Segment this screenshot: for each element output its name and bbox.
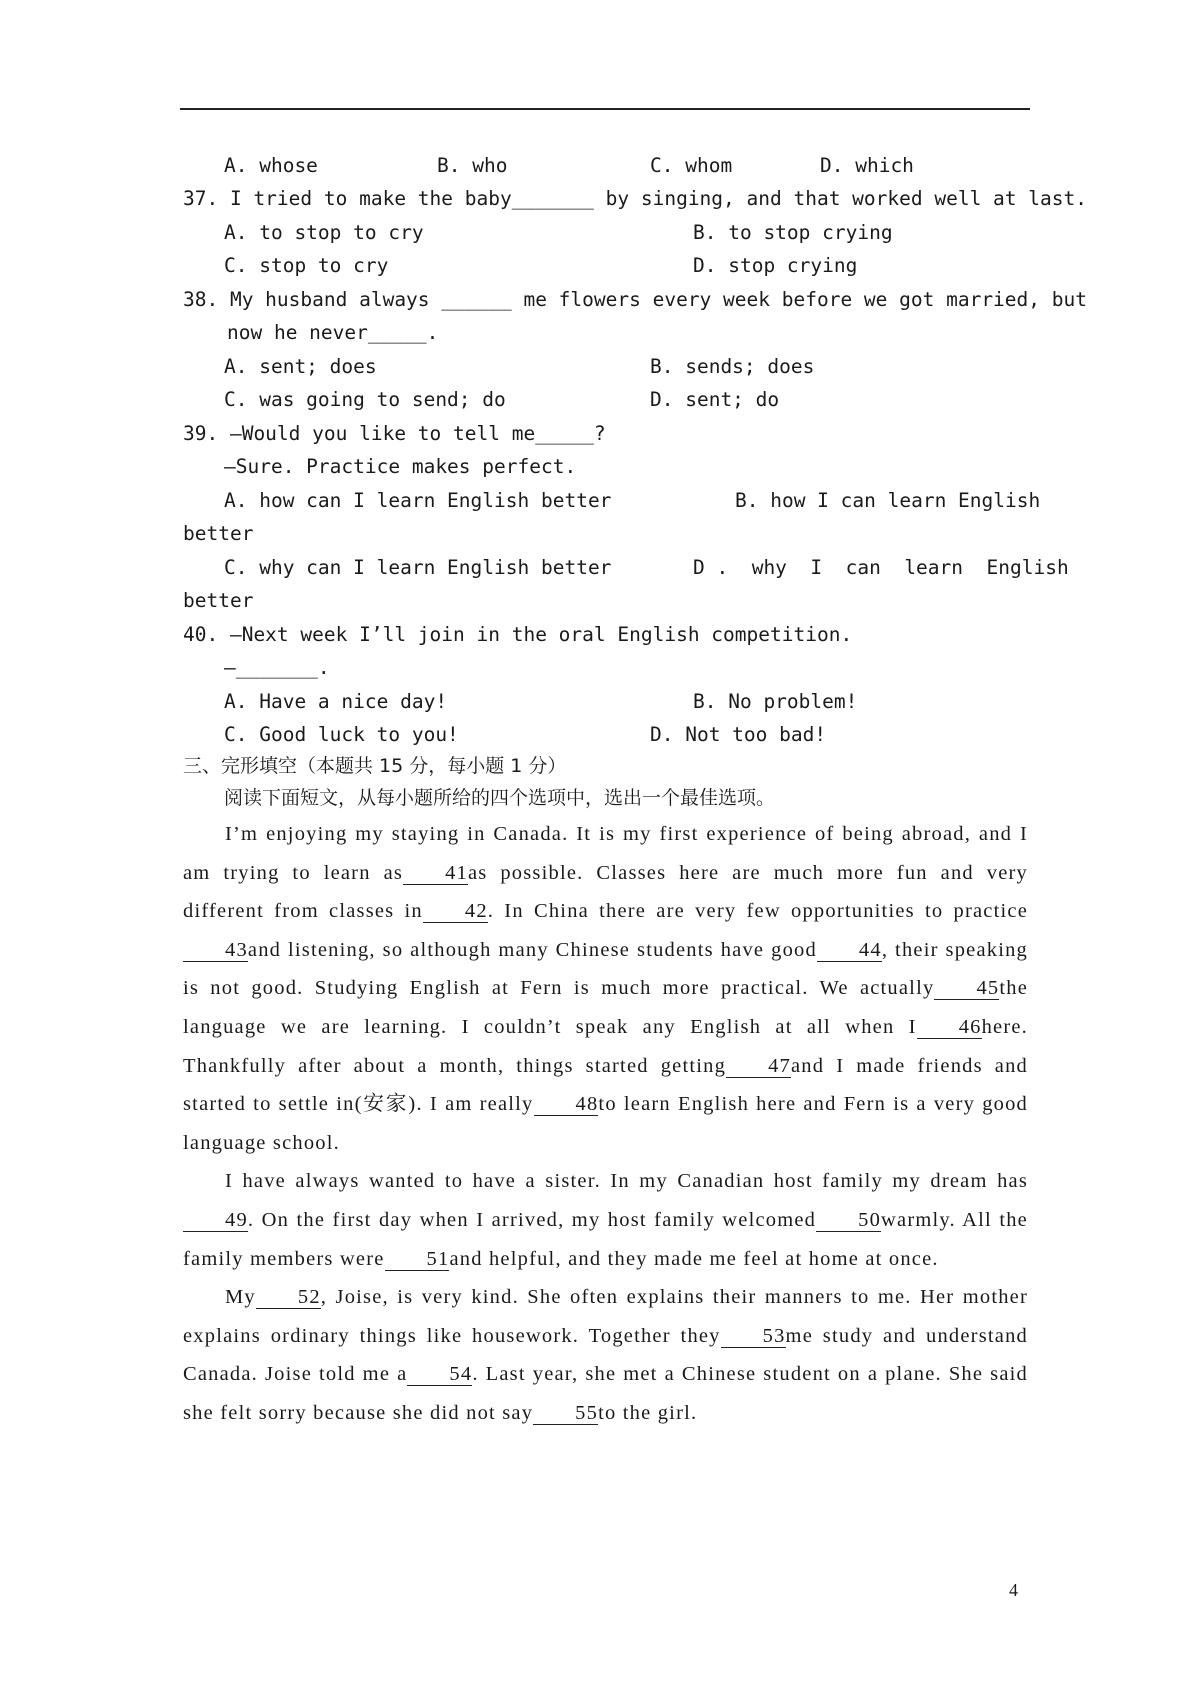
cloze-passage	[183, 815, 1028, 1433]
q39-option-a: A. how can I learn English better	[224, 489, 612, 512]
q36-option-a: A. whose	[224, 154, 318, 177]
blank-45: 45	[934, 977, 999, 1000]
passage-text: warmly. All the family members were	[183, 1208, 1028, 1270]
q39-option-b: B. how I can learn English	[735, 489, 1041, 512]
q40-option-b: B. No problem!	[693, 690, 858, 713]
blank-43: 43	[183, 939, 248, 962]
q38-stem-line2: now he never_____.	[227, 321, 439, 344]
q37-option-b: B. to stop crying	[693, 221, 893, 244]
passage-text: to learn English here and Fern is a very good language school.	[183, 1093, 1028, 1154]
passage-text: to the girl.	[598, 1401, 698, 1424]
blank-46: 46	[917, 1016, 982, 1039]
q37-option-c: C. stop to cry	[224, 254, 389, 277]
passage-text: here. Thankfully after about a month, things started getting	[183, 1015, 1028, 1077]
passage-text: and helpful, and they made me feel at home at once.	[449, 1247, 939, 1270]
passage-text: . Last year, she met a Chinese student on a plane. She said she felt sorry because she did not say	[183, 1363, 1028, 1424]
q40-option-d: D. Not too bad!	[650, 723, 827, 746]
q39-stem-line1: 39. —Would you like to tell me_____?	[183, 422, 606, 445]
blank-51: 51	[385, 1248, 450, 1271]
passage-text: . On the first day when I arrived, my host family welcomed	[247, 1208, 817, 1231]
q39-stem-line2: —Sure. Practice makes perfect.	[224, 455, 577, 478]
q40-option-c: C. Good luck to you!	[224, 723, 459, 746]
passage-text: the language we are learning. I couldn’t speak any English at all when I	[183, 977, 1028, 1038]
q36-option-c: C. whom	[650, 154, 733, 177]
page-number: 4	[1009, 1580, 1018, 1600]
passage-text: as possible. Classes here are much more fun and very different from classes in	[183, 861, 1028, 923]
passage-text: and listening, so although many Chinese students have good	[247, 938, 817, 961]
passage-text: . In China there are very few opportunities to practice	[487, 900, 1028, 923]
passage-text: , Joise, is very kind. She often explains their manners to me. Her mother explains ordinary things like housework. Together they	[183, 1286, 1028, 1347]
section-instruction: 阅读下面短文，从每小题所给的四个选项中，选出一个最佳选项。	[224, 787, 776, 809]
q38-option-b: B. sends; does	[650, 355, 815, 378]
blank-50: 50	[816, 1209, 881, 1232]
passage-paragraph-3	[183, 1278, 1028, 1432]
q37-option-a: A. to stop to cry	[224, 221, 424, 244]
blank-55: 55	[533, 1402, 598, 1425]
q37-option-d: D. stop crying	[693, 254, 858, 277]
q40-option-a: A. Have a nice day!	[224, 690, 448, 713]
passage-text: My	[225, 1286, 256, 1309]
q37-stem: 37. I tried to make the baby_______ by singing, and that worked well at last.	[183, 187, 1087, 210]
q39-option-d-wrap: better	[183, 589, 254, 612]
blank-41: 41	[403, 862, 468, 885]
passage-text: I have always wanted to have a sister. In my Canadian host family my dream has	[225, 1170, 1028, 1193]
passage-paragraph-2	[183, 1162, 1028, 1278]
blank-49: 49	[183, 1209, 248, 1232]
passage-text: and I made friends and started to settle in(安家). I am really	[183, 1054, 1029, 1116]
q38-option-a: A. sent; does	[224, 355, 377, 378]
q40-stem-line1: 40. —Next week I’ll join in the oral English competition.	[183, 623, 853, 646]
passage-text: , their speaking is not good. Studying English at Fern is much more practical. We actually	[183, 938, 1028, 1000]
section-title: 三、完形填空（本题共 15 分，每小题 1 分）	[183, 755, 567, 777]
q38-option-d: D. sent; do	[650, 388, 780, 411]
q39-option-c: C. why can I learn English better	[224, 556, 612, 579]
q36-option-d: D. which	[820, 154, 914, 177]
q38-option-c: C. was going to send; do	[224, 388, 506, 411]
q39-option-b-wrap: better	[183, 522, 254, 545]
blank-48: 48	[534, 1093, 599, 1116]
q36-option-b: B. who	[437, 154, 508, 177]
q39-option-d: D . why I can learn English	[693, 556, 1069, 579]
passage-text: me study and understand Canada. Joise told me a	[183, 1324, 1028, 1386]
passage-text: I’m enjoying my staying in Canada. It is my first experience of being abroad, and I am trying to learn as	[183, 823, 1028, 884]
blank-47: 47	[726, 1055, 791, 1078]
header-rule	[180, 108, 1030, 110]
q38-stem-line1: 38. My husband always ______ me flowers every week before we got married, but	[183, 288, 1087, 311]
blank-54: 54	[407, 1363, 472, 1386]
blank-53: 53	[721, 1325, 786, 1348]
blank-52: 52	[256, 1286, 321, 1309]
blank-42: 42	[423, 900, 488, 923]
blank-44: 44	[817, 939, 882, 962]
passage-paragraph-1	[183, 815, 1028, 1162]
q40-stem-line2: —_______.	[224, 656, 330, 679]
